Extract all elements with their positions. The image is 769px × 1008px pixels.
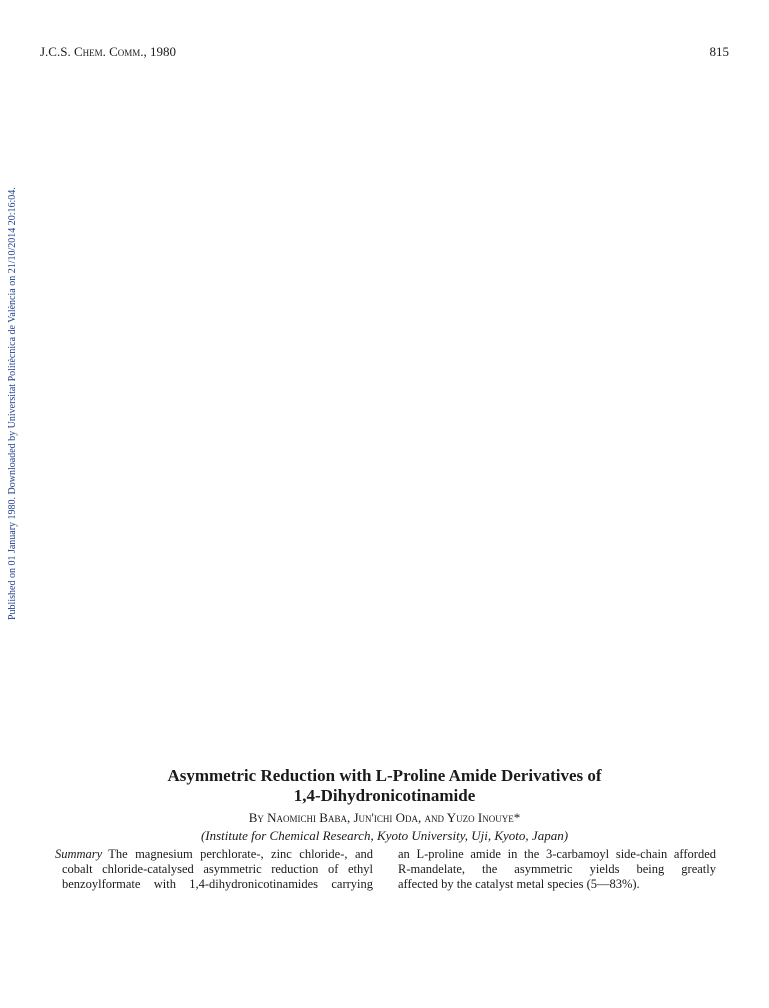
summary-line: cobalt chloride-catalysed asymmetric reduction of ethyl [62,862,373,876]
summary-line: affected by the catalyst metal species (5—83%). [398,877,640,891]
article-title [60,766,709,806]
summary-right-column [398,847,716,892]
running-header [40,44,729,62]
summary-line: benzoylformate with 1,4-dihydronicotinamides carrying [62,877,373,891]
journal-citation: J.C.S. Chem. Comm., 1980 [40,44,177,59]
download-watermark: Published on 01 January 1980. Downloaded by Universitat Politècnica de València on 21/10/2014 20:16:04. [7,187,18,620]
summary-left-column [55,847,373,892]
page-number: 815 [709,44,729,59]
summary-line: R-mandelate, the asymmetric yields being greatly [398,862,716,876]
summary-label: Summary [55,847,103,861]
affiliation: (Institute for Chemical Research, Kyoto University, Uji, Kyoto, Japan) [200,828,569,843]
title-line-2: 1,4-Dihydronicotinamide [293,786,476,805]
summary-line: Summary The magnesium perchlorate-, zinc chloride-, and [55,847,373,861]
title-line-1: Asymmetric Reduction with L-Proline Amide Derivatives of [167,766,602,785]
author-list: By Naomichi Baba, Jun'ichi Oda, and Yuzo Inouye* [248,810,521,825]
summary-line: an L-proline amide in the 3-carbamoyl side-chain afforded [398,847,716,861]
